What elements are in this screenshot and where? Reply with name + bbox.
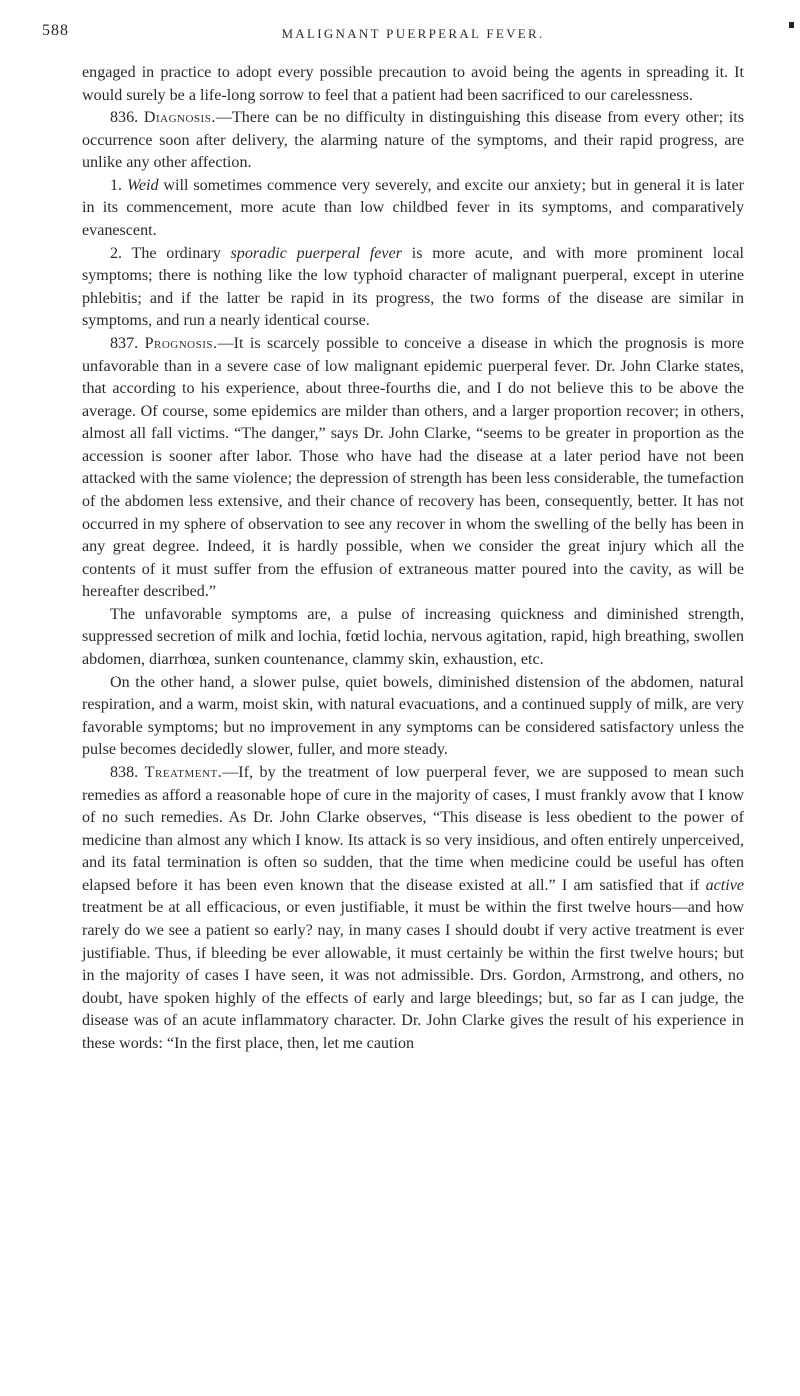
paragraph-favorable-symptoms: On the other hand, a slower pulse, quiet bowels, diminished distension of the abdomen, natural respiration, and a warm, moist skin, with natural evacuations, and a continued supply of milk, are very favorable symptoms; but no improvement in any symptoms can be considered satisfactory unless the pulse becomes decidedly slower, fuller, and more steady. [82,673,744,759]
section-text-continued: treatment be at all efficacious, or even justifiable, it must be within the first twelve hours—and how rarely do we see a patient so early? nay, in many cases I should doubt if very active treatment is ever justifiable. Thus, if bleeding be ever allowable, it must certainly be within the first twelve hours; but in the majority of cases I have seen, it was not admissible. Drs. Gordon, Armstrong, and others, no doubt, have spoken highly of the effects of early and large bleedings; but, so far as I can judge, the disease was of an acute inflammatory character. Dr. John Clarke gives the result of his experience in these words: “In the first place, then, let me caution [82,899,744,1052]
section-heading: Prognosis. [144,334,218,352]
item-emphasis: Weid [126,176,159,194]
page-body [82,62,744,1055]
item-text: is more acute, and with more prominent local symptoms; there is nothing like the low typhoid character of malignant puerperal, except in uterine phlebitis; and if the latter be rapid in its progress, the two forms of the disease are similar in symptoms, and run a nearly identical course. [82,244,745,330]
item-number: 1. [110,176,123,194]
paragraph-unfavorable-symptoms: The unfavorable symptoms are, a pulse of increasing quickness and diminished strength, suppressed secretion of milk and lochia, fœtid lochia, nervous agitation, rapid, high breathing, swollen abdomen, diarrhœa, sunken countenance, clammy skin, exhaustion, etc. [82,605,744,669]
page-number: 588 [42,22,69,39]
section-number: 838. [110,763,139,781]
section-prognosis [82,333,744,604]
section-heading: Treatment. [144,763,223,781]
section-number: 836. [110,109,139,127]
list-item-weid [82,175,744,243]
section-number: 837. [110,334,139,352]
section-treatment [82,762,744,1056]
item-emphasis: sporadic puerperal fever [230,244,402,262]
section-heading: Diagnosis. [143,109,216,127]
section-text: —There can be no difficulty in distinguishing this disease from every other; its occurrence soon after delivery, the alarming nature of the symptoms, and their rapid progress, are unlike any other affection. [82,109,744,172]
item-number: 2. The ordinary [110,244,221,262]
list-item-sporadic [82,243,744,333]
section-text: —If, by the treatment of low puerperal fever, we are supposed to mean such remedies as afford a reasonable hope of cure in the majority of cases, I must frankly avow that I know of no such remedies. As Dr. John Clarke observes, “This disease is less obedient to the power of medicine than almost any which I know. Its attack is so very insidious, and often entirely unperceived, and its fatal termination is often so sudden, that the time when medicine could be useful has often elapsed before it has been even known that the disease existed at all.” I am satisfied that if [82,763,744,894]
section-text: —It is scarcely possible to conceive a disease in which the prognosis is more unfavorable than in a severe case of low malignant epidemic puerperal fever. Dr. John Clarke states, that according to his experience, about three-fourths die, and I do not believe this to be above the average. Of course, some epidemics are milder than others, and a larger proportion recover; in others, almost all fall victims. “The danger,” says Dr. John Clarke, “seems to be greater in proportion as the accession is sooner after labor. Those who have had the disease at a later period have not been attacked with the same violence; the depression of strength has been less considerable, the tumefaction of the abdomen less extensive, and their chance of recovery has been, consequently, better. It has not occurred in my sphere of observation to see any recover in whom the swelling of the belly has been in any great degree. Indeed, it is hardly possible, when we consider the great injury which all the contents of it must suffer from the effusion of extraneous matter poured into the cavity, as will be hereafter described.” [82,334,744,601]
corner-mark [789,22,794,28]
paragraph-continuation: engaged in practice to adopt every possible precaution to avoid being the agents in spreading it. It would surely be a life-long sorrow to feel that a patient had been sacrificed to our carelessness. [82,64,744,104]
section-diagnosis [82,107,744,175]
item-text: will sometimes commence very severely, and excite our anxiety; but in general it is later in its commencement, more acute than low childbed fever in its symptoms, and comparatively evanescent. [82,176,744,240]
running-head: MALIGNANT PUERPERAL FEVER. [281,26,545,41]
section-emphasis: active [705,876,744,894]
page-header [42,20,744,42]
